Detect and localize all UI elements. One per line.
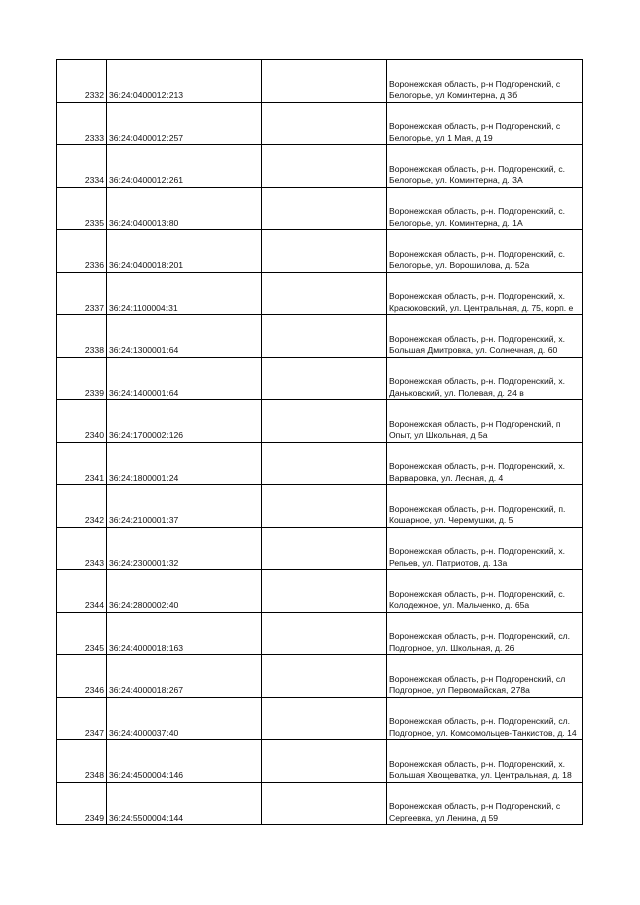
address-cell: Воронежская область, р-н. Подгоренский, х. Варваровка, ул. Лесная, д. 4 bbox=[387, 442, 583, 485]
cadastral-number: 36:24:1700002:126 bbox=[107, 400, 262, 443]
table-row bbox=[57, 442, 583, 485]
cadastral-number: 36:24:0400012:257 bbox=[107, 102, 262, 145]
cadastral-number: 36:24:1100004:31 bbox=[107, 272, 262, 315]
row-number: 2341 bbox=[57, 442, 107, 485]
row-number: 2342 bbox=[57, 485, 107, 528]
table-row bbox=[57, 230, 583, 273]
empty-cell bbox=[262, 442, 387, 485]
table-row bbox=[57, 357, 583, 400]
row-number: 2333 bbox=[57, 102, 107, 145]
cadastral-number: 36:24:5500004:144 bbox=[107, 782, 262, 825]
empty-cell bbox=[262, 315, 387, 358]
empty-cell bbox=[262, 272, 387, 315]
cadastral-number: 36:24:1400001:64 bbox=[107, 357, 262, 400]
row-number: 2337 bbox=[57, 272, 107, 315]
row-number: 2347 bbox=[57, 697, 107, 740]
cadastral-number: 36:24:0400012:261 bbox=[107, 145, 262, 188]
empty-cell bbox=[262, 485, 387, 528]
address-cell: Воронежская область, р-н. Подгоренский, с. Колодежное, ул. Мальченко, д. 65а bbox=[387, 570, 583, 613]
table-row bbox=[57, 315, 583, 358]
empty-cell bbox=[262, 612, 387, 655]
cadastral-number: 36:24:1800001:24 bbox=[107, 442, 262, 485]
cadastral-number: 36:24:4000018:267 bbox=[107, 655, 262, 698]
address-cell: Воронежская область, р-н. Подгоренский, сл. Подгорное, ул. Школьная, д. 26 bbox=[387, 612, 583, 655]
address-cell: Воронежская область, р-н. Подгоренский, х. Большая Дмитровка, ул. Солнечная, д. 60 bbox=[387, 315, 583, 358]
row-number: 2340 bbox=[57, 400, 107, 443]
registry-rows bbox=[57, 60, 583, 825]
address-cell: Воронежская область, р-н. Подгоренский, с. Белогорье, ул. Ворошилова, д. 52а bbox=[387, 230, 583, 273]
table-row bbox=[57, 740, 583, 783]
row-number: 2335 bbox=[57, 187, 107, 230]
address-cell: Воронежская область, р-н. Подгоренский, с. Белогорье, ул. Коминтерна, д. 3А bbox=[387, 145, 583, 188]
row-number: 2339 bbox=[57, 357, 107, 400]
address-cell: Воронежская область, р-н Подгоренский, с Белогорье, ул 1 Мая, д 19 bbox=[387, 102, 583, 145]
cadastral-number: 36:24:2300001:32 bbox=[107, 527, 262, 570]
address-cell: Воронежская область, р-н. Подгоренский, х. Красюковский, ул. Центральная, д. 75, корп. е bbox=[387, 272, 583, 315]
row-number: 2344 bbox=[57, 570, 107, 613]
address-cell: Воронежская область, р-н Подгоренский, п Опыт, ул Школьная, д 5а bbox=[387, 400, 583, 443]
row-number: 2343 bbox=[57, 527, 107, 570]
cadastral-number: 36:24:1300001:64 bbox=[107, 315, 262, 358]
table-row bbox=[57, 527, 583, 570]
table-row bbox=[57, 782, 583, 825]
address-cell: Воронежская область, р-н Подгоренский, сл Подгорное, ул Первомайская, 278а bbox=[387, 655, 583, 698]
cadastral-number: 36:24:2800002:40 bbox=[107, 570, 262, 613]
address-cell: Воронежская область, р-н. Подгоренский, п. Кошарное, ул. Черемушки, д. 5 bbox=[387, 485, 583, 528]
row-number: 2332 bbox=[57, 60, 107, 103]
table-row bbox=[57, 272, 583, 315]
empty-cell bbox=[262, 187, 387, 230]
table-row bbox=[57, 187, 583, 230]
cadastral-number: 36:24:4000018:163 bbox=[107, 612, 262, 655]
empty-cell bbox=[262, 357, 387, 400]
empty-cell bbox=[262, 60, 387, 103]
cadastral-number: 36:24:2100001:37 bbox=[107, 485, 262, 528]
empty-cell bbox=[262, 400, 387, 443]
table-row bbox=[57, 485, 583, 528]
empty-cell bbox=[262, 740, 387, 783]
table-row bbox=[57, 145, 583, 188]
cadastral-number: 36:24:0400013:80 bbox=[107, 187, 262, 230]
address-cell: Воронежская область, р-н. Подгоренский, х. Репьев, ул. Патриотов, д. 13а bbox=[387, 527, 583, 570]
row-number: 2338 bbox=[57, 315, 107, 358]
address-cell: Воронежская область, р-н. Подгоренский, х. Даньковский, ул. Полевая, д. 24 в bbox=[387, 357, 583, 400]
table-row bbox=[57, 697, 583, 740]
row-number: 2349 bbox=[57, 782, 107, 825]
table-row bbox=[57, 655, 583, 698]
cadastral-number: 36:24:0400012:213 bbox=[107, 60, 262, 103]
row-number: 2346 bbox=[57, 655, 107, 698]
row-number: 2348 bbox=[57, 740, 107, 783]
table-row bbox=[57, 612, 583, 655]
address-cell: Воронежская область, р-н Подгоренский, с Сергеевка, ул Ленина, д 59 bbox=[387, 782, 583, 825]
address-cell: Воронежская область, р-н. Подгоренский, сл. Подгорное, ул. Комсомольцев-Танкистов, д. 14 bbox=[387, 697, 583, 740]
empty-cell bbox=[262, 527, 387, 570]
row-number: 2336 bbox=[57, 230, 107, 273]
address-cell: Воронежская область, р-н. Подгоренский, х. Большая Хвощеватка, ул. Центральная, д. 18 bbox=[387, 740, 583, 783]
address-cell: Воронежская область, р-н Подгоренский, с Белогорье, ул Коминтерна, д 3б bbox=[387, 60, 583, 103]
property-registry-table bbox=[56, 59, 583, 825]
cadastral-number: 36:24:4000037:40 bbox=[107, 697, 262, 740]
table-row bbox=[57, 60, 583, 103]
empty-cell bbox=[262, 230, 387, 273]
empty-cell bbox=[262, 782, 387, 825]
table-row bbox=[57, 400, 583, 443]
row-number: 2334 bbox=[57, 145, 107, 188]
empty-cell bbox=[262, 145, 387, 188]
cadastral-number: 36:24:0400018:201 bbox=[107, 230, 262, 273]
row-number: 2345 bbox=[57, 612, 107, 655]
empty-cell bbox=[262, 570, 387, 613]
table-row bbox=[57, 570, 583, 613]
address-cell: Воронежская область, р-н. Подгоренский, с. Белогорье, ул. Коминтерна, д. 1А bbox=[387, 187, 583, 230]
empty-cell bbox=[262, 697, 387, 740]
empty-cell bbox=[262, 102, 387, 145]
empty-cell bbox=[262, 655, 387, 698]
cadastral-number: 36:24:4500004:146 bbox=[107, 740, 262, 783]
table-row bbox=[57, 102, 583, 145]
